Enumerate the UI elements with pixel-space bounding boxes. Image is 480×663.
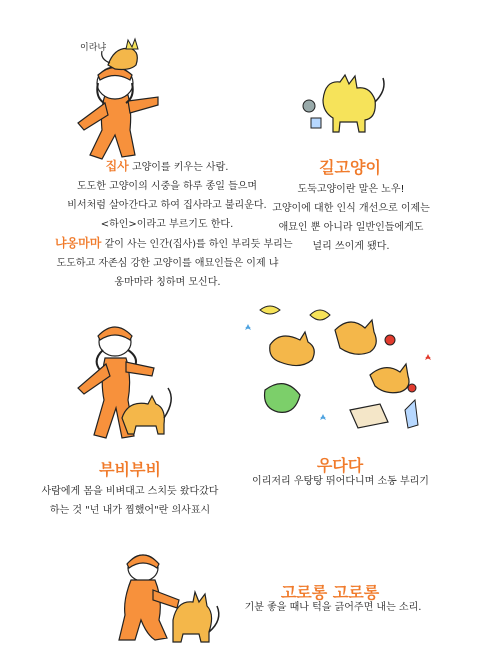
gororong-line-1: 기분 좋을 때나 턱을 긁어주면 내는 소리. bbox=[244, 602, 422, 613]
jipsa-line-4: <하인>이라고 부르기도 한다. bbox=[100, 219, 234, 230]
jipsa-definition bbox=[62, 157, 272, 234]
nyangmama-line-2: 도도하고 자존심 강한 고양이를 애묘인들은 이제 냐 bbox=[56, 258, 279, 269]
gilgoyangi-title: 길고양이 bbox=[319, 158, 381, 177]
illustration-jipsa bbox=[60, 35, 190, 170]
bubibubi-line-1: 사람에게 몸을 비벼대고 스치듯 왔다갔다 bbox=[41, 486, 219, 497]
nyangmama-line-1 bbox=[55, 234, 293, 254]
gilgoyangi-line-1: 도둑고양이란 말은 노우! bbox=[297, 184, 405, 195]
udada-line-1: 이리저리 우탕탕 뛰어다니며 소동 부리기 bbox=[252, 476, 429, 487]
illustration-bubibubi bbox=[70, 300, 180, 445]
udada-title: 우다다 bbox=[316, 456, 364, 475]
gilgoyangi-definition bbox=[262, 180, 440, 256]
jipsa-line-1 bbox=[62, 157, 272, 177]
jipsa-line-3: 비서처럼 살아간다고 하여 집사라고 불리운다. bbox=[67, 200, 267, 211]
nyangmama-text-1: 같이 사는 인간(집사)를 하인 부리듯 부리는 bbox=[104, 239, 293, 250]
nyangmama-definition bbox=[55, 234, 293, 292]
gilgoyangi-line-2: 고양이에 대한 인식 개선으로 이제는 bbox=[272, 203, 430, 214]
udada-definition bbox=[248, 472, 433, 491]
jipsa-title: 집사 bbox=[105, 159, 129, 173]
gilgoyangi-line-4: 널리 쓰이게 됐다. bbox=[312, 241, 390, 252]
jipsa-callout: 이라냐 bbox=[80, 43, 107, 53]
jipsa-text-1: 고양이를 키우는 사람. bbox=[131, 162, 229, 173]
gilgoyangi-line-3: 애묘인 뿐 아니라 일반인들에게도 bbox=[278, 222, 424, 233]
jipsa-line-2: 도도한 고양이의 시중을 하루 종일 들으며 bbox=[76, 181, 258, 192]
bubibubi-line-2: 하는 것 "넌 내가 찜했어"란 의사표시 bbox=[49, 505, 211, 516]
nyangmama-line-3: 옹마마라 칭하며 모신다. bbox=[114, 277, 221, 288]
illustration-udada bbox=[240, 300, 440, 440]
bubibubi-definition bbox=[30, 482, 230, 520]
gororong-title: 고로롱 고로롱 bbox=[280, 583, 380, 602]
nyangmama-title: 냐옹마마 bbox=[55, 236, 102, 250]
illustration-gororong bbox=[105, 540, 225, 650]
bubibubi-title: 부비부비 bbox=[99, 460, 161, 479]
illustration-gilgoyangi bbox=[295, 60, 395, 140]
gororong-definition bbox=[238, 598, 428, 617]
